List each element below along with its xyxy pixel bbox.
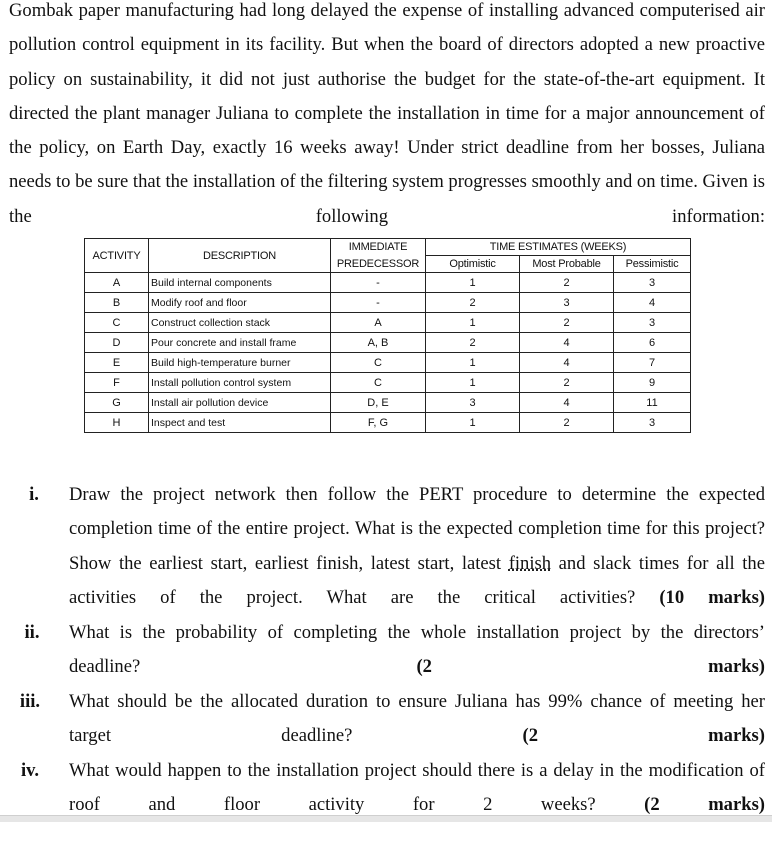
question-4-text: What would happen to the installation project should there is a delay in the modification of roof and floor activity for 2 weeks? (2 marks) [69,760,766,816]
header-most-probable: Most Probable [520,256,614,273]
cell-most-probable: 4 [520,333,614,353]
question-4-number: iv. [20,760,40,781]
cell-description: Construct collection stack [149,313,331,333]
cell-activity: E [85,353,149,373]
cell-pessimistic: 3 [614,273,691,293]
cell-optimistic: 1 [426,353,520,373]
cell-predecessor: A [331,313,426,333]
cell-most-probable: 2 [520,373,614,393]
cell-optimistic: 1 [426,373,520,393]
table-row [85,393,691,413]
cell-pessimistic: 11 [614,393,691,413]
question-3-text: What should be the allocated duration to ensure Juliana has 99% chance of meeting her target deadline? (2 marks) [69,691,765,747]
cell-predecessor: - [331,293,426,313]
cell-activity: B [85,293,149,313]
cell-predecessor: C [331,353,426,373]
question-1-marks: (10 marks) [659,586,765,608]
cell-description: Build high-temperature burner [149,353,331,373]
cell-pessimistic: 7 [614,353,691,373]
cell-optimistic: 3 [426,393,520,413]
cell-activity: C [85,313,149,333]
table-row [85,313,691,333]
question-2-number: ii. [24,622,40,643]
cell-description: Install pollution control system [149,373,331,393]
question-2-text: What is the probability of completing the whole installation project by the directors’ deadline? (2 marks) [69,622,765,678]
cell-predecessor: F, G [331,413,426,433]
cell-pessimistic: 6 [614,333,691,353]
table-row [85,373,691,393]
cell-description: Install air pollution device [149,393,331,413]
table-row [85,293,691,313]
cell-pessimistic: 3 [614,413,691,433]
activity-table [84,238,691,433]
cell-activity: A [85,273,149,293]
cell-predecessor: A, B [331,333,426,353]
table-row [85,333,691,353]
cell-description: Build internal components [149,273,331,293]
cell-activity: G [85,393,149,413]
question-4-marks: (2 marks) [644,794,766,816]
cell-activity: H [85,413,149,433]
header-time-estimates: TIME ESTIMATES (WEEKS) [426,239,691,256]
cell-most-probable: 4 [520,353,614,373]
question-3-number: iii. [19,691,41,712]
cell-predecessor: D, E [331,393,426,413]
header-pessimistic: Pessimistic [614,256,691,273]
cell-pessimistic: 3 [614,313,691,333]
cell-most-probable: 3 [520,293,614,313]
header-activity: ACTIVITY [85,239,149,273]
cell-activity: F [85,373,149,393]
cell-predecessor: C [331,373,426,393]
question-1-number: i. [29,484,39,505]
cell-optimistic: 1 [426,273,520,293]
table-row [85,353,691,373]
cell-optimistic: 1 [426,313,520,333]
cell-description: Pour concrete and install frame [149,333,331,353]
cell-description: Modify roof and floor [149,293,331,313]
question-2-marks: (2 marks) [416,656,765,678]
cell-pessimistic: 4 [614,293,691,313]
table-row [85,413,691,433]
table-row [85,273,691,293]
header-optimistic: Optimistic [426,256,520,273]
header-immediate: IMMEDIATE [331,239,426,256]
header-description: DESCRIPTION [149,239,331,273]
cell-optimistic: 1 [426,413,520,433]
cell-optimistic: 2 [426,333,520,353]
cell-most-probable: 2 [520,413,614,433]
question-1-text: Draw the project network then follow the PERT procedure to determine the expected completion time of the entire project. What is the expected completion time for this project? Show the earliest start, earliest finish, latest start, latest finish and slack times for all the activities of the project. What are the critical activities? (10 marks) [69,484,765,608]
cell-optimistic: 2 [426,293,520,313]
header-predecessor: PREDECESSOR [331,256,426,273]
question-3-marks: (2 marks) [522,725,765,747]
cell-description: Inspect and test [149,413,331,433]
cell-most-probable: 2 [520,313,614,333]
cell-activity: D [85,333,149,353]
cell-most-probable: 2 [520,273,614,293]
cell-most-probable: 4 [520,393,614,413]
intro-paragraph: Gombak paper manufacturing had long delayed the expense of installing advanced computerised air pollution control equipment in its facility. But when the board of directors adopted a new proactive policy on sustainability, it did not just authorise the budget for the state-of-the-art equipment. It directed the plant manager Juliana to complete the installation in time for a major announcement of the policy, on Earth Day, exactly 16 weeks away! Under strict deadline from her bosses, Juliana needs to be sure that the installation of the filtering system progresses smoothly and on time. Given is the following information: [9,0,766,227]
cell-pessimistic: 9 [614,373,691,393]
bottom-scroll-edge [0,815,772,822]
cell-predecessor: - [331,273,426,293]
